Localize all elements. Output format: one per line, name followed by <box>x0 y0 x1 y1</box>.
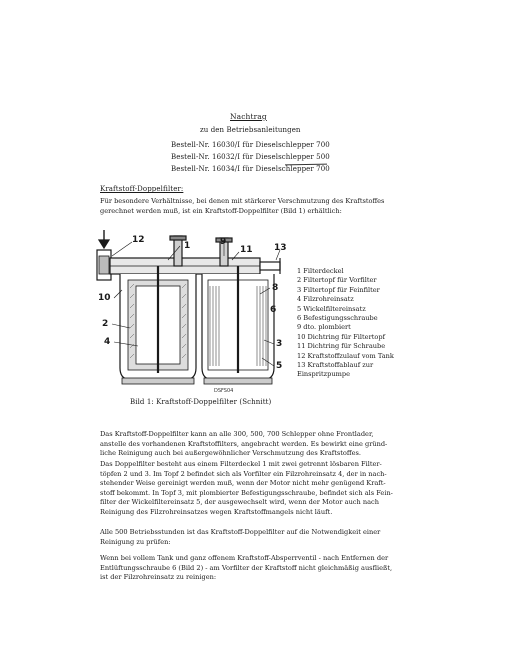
callout-12: 12 <box>132 235 145 245</box>
callout-1: 1 <box>184 241 191 251</box>
document-subtitle: zu den Betriebsanleitungen <box>200 126 301 134</box>
paragraph-line: stehender Weise gereinigt werden muß, wenn der Motor nicht mehr genügend Kraft- <box>100 479 386 488</box>
legend-item: 6 Befestigungsschraube <box>297 314 378 323</box>
callout-9: 9 <box>220 237 227 247</box>
paragraph-line: Das Doppelfilter besteht aus einem Filterdeckel 1 mit zwei getrennt lösbaren Filter- <box>100 460 382 468</box>
callout-6: 6 <box>270 305 277 315</box>
figure-legend <box>297 267 394 380</box>
legend-item: 10 Dichtring für Filtertopf <box>297 332 386 341</box>
legend-item: 13 Kraftstoffablauf zur <box>297 361 374 370</box>
order-line-2: Bestell-Nr. 16032/I für Dieselschlepper 500 <box>171 153 330 161</box>
figure-caption: Bild 1: Kraftstoff-Doppelfilter (Schnitt) <box>130 398 272 406</box>
paragraph-3 <box>100 528 416 547</box>
order-line-3: Bestell-Nr. 16034/I für Dieselschlepper 700 <box>171 165 330 173</box>
callout-13: 13 <box>274 243 287 253</box>
intro-line: gerechnet werden muß, ist ein Kraftstoff-Doppelfilter (Bild 1) erhältlich: <box>100 206 342 215</box>
paragraph-1 <box>100 430 416 459</box>
callout-10: 10 <box>98 293 111 303</box>
intro-paragraph <box>100 197 416 216</box>
legend-item: 3 Filtertopf für Feinfilter <box>297 285 380 294</box>
paragraph-line: stoff bekommt. In Topf 3, mit plombierter Befestigungsschraube, befindet sich als Fein- <box>100 488 393 497</box>
paragraph-2 <box>100 460 416 518</box>
callout-5: 5 <box>276 361 283 371</box>
legend-item: 9 dto. plombiert <box>297 323 351 332</box>
legend-item: 4 Filzrohreinsatz <box>297 295 354 304</box>
paragraph-line: filter der Wickelfiltereinsatz 5, der ausgewechselt wird, wenn der Motor auch nach <box>100 498 379 507</box>
legend-item: 12 Kraftstoffzulauf vom Tank <box>297 351 394 360</box>
legend-item: 1 Filterdeckel <box>297 267 344 275</box>
paragraph-line: Entlüftungsschraube 6 (Bild 2) - am Vorfilter der Kraftstoff nicht gleichmäßig ausfließt, <box>100 563 393 572</box>
order-line-1: Bestell-Nr. 16030/I für Dieselschlepper 700 <box>171 141 330 149</box>
intro-line: Für besondere Verhältnisse, bei denen mit stärkerer Verschmutzung des Kraftstoffes <box>100 197 385 205</box>
legend-item: 11 Dichtring für Schraube <box>297 342 386 351</box>
document-title: Nachtrag <box>230 112 267 121</box>
paragraph-line: Alle 500 Betriebsstunden ist das Kraftstoff-Doppelfilter auf die Notwendigkeit einer <box>100 528 381 536</box>
legend-item: 2 Filtertopf für Vorfilter <box>297 276 377 285</box>
figure-code: DSFS04 <box>214 388 234 394</box>
legend-item: 5 Wickelfiltereinsatz <box>297 304 366 313</box>
callout-11: 11 <box>240 245 253 255</box>
paragraph-line: Wenn bei vollem Tank und ganz offenem Kraftstoff-Absperrventil - nach Entfernen der <box>100 554 389 562</box>
paragraph-line: töpfen 2 und 3. Im Topf 2 befindet sich als Vorfilter ein Filzrohreinsatz 4, der in nach- <box>100 469 387 478</box>
callout-3: 3 <box>276 339 283 349</box>
section-heading: Kraftstoff-Doppelfilter: <box>100 185 184 193</box>
paragraph-4 <box>100 554 416 583</box>
paragraph-line: Reinigung des Filzrohreinsatzes wegen Kraftstoffmangels nicht läuft. <box>100 507 333 516</box>
paragraph-line: anstelle des vorhandenen Kraftstoffilters, angebracht werden. Es bewirkt eine gründ- <box>100 439 388 448</box>
filter-cross-section-figure <box>92 228 292 398</box>
paragraph-line: Das Kraftstoff-Doppelfilter kann an alle 300, 500, 700 Schlepper ohne Frontlader, <box>100 430 374 438</box>
paragraph-line: ist der Filzrohreinsatz zu reinigen: <box>100 573 217 582</box>
paragraph-line: liche Reinigung auch bei außergewöhnlicher Verschmutzung des Kraftstoffes. <box>100 449 361 458</box>
paragraph-line: Reinigung zu prüfen: <box>100 537 171 546</box>
legend-item: Einspritzpumpe <box>297 370 351 379</box>
callout-8: 8 <box>272 283 279 293</box>
callout-4: 4 <box>104 337 111 347</box>
callout-2: 2 <box>102 319 109 329</box>
